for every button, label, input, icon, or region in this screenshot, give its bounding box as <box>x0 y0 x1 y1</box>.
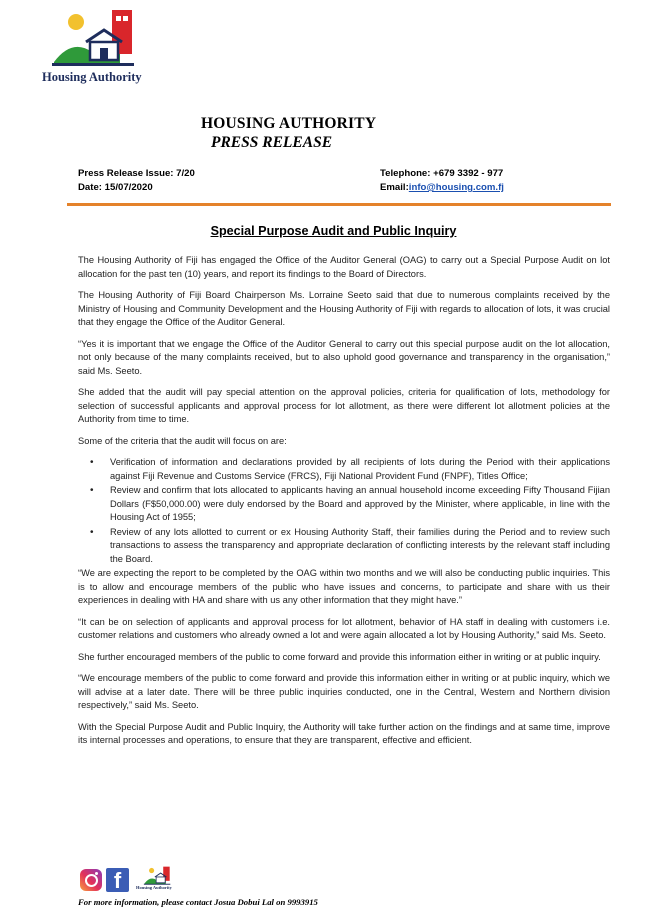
paragraph: “Yes it is important that we engage the Office of the Auditor General to carry out this special purpose audit on the lot allocation, not only because of the many complaints received, but to also uphold good governance and transparency in the organisation,” said Ms. Seeto. <box>78 338 610 376</box>
org-title: HOUSING AUTHORITY <box>201 115 377 132</box>
paragraph: She further encouraged members of the public to come forward and provide this information either in writing or at public inquiry. <box>78 651 601 662</box>
orange-divider <box>67 203 611 206</box>
paragraph: The Housing Authority of Fiji Board Chairperson Ms. Lorraine Seeto said that due to numerous complaints received by the Ministry of Housing and Community Development and the Housing Authority of Fiji with regards to allocation of lots, it was crucial that they engage the Office of the Auditor General. <box>78 290 610 327</box>
housing-authority-logo <box>38 8 178 88</box>
email-label: Email: <box>380 182 409 193</box>
paragraph: “We are expecting the report to be completed by the OAG within two months and we will also be conducting public inquiries. This is to allow and encourage members of the public who have issues and concerns, to participate and share with us their experiences in dealing with HA and share with us any other information that they might have.” <box>78 568 610 605</box>
paragraph: “We encourage members of the public to come forward and provide this information either in writing or at public inquiry, which we will advise at a later date. There will be three public inquiries conducted, one in the Central, Western and Northern division respectively,” said Ms. Seeto. <box>78 673 610 710</box>
release-date: Date: 15/07/2020 <box>78 182 153 193</box>
list-item: • Review and confirm that lots allocated to applicants having an annual household income exceeding Fifty Thousand Fijian Dollars (F$50,000.00) were duly endorsed by the Board and approved by the Minister, where applicable, in line with the Housing Act of 1955; <box>110 484 610 525</box>
email-line <box>380 182 504 193</box>
paragraph: “It can be on selection of applicants and approval process for lot allotment, behavior of HA staff in dealing with customers i.e. customer relations and customers who already owned a lot and were again allocated a lot by Housing Authority,” said Ms. Seeto. <box>78 616 610 640</box>
email-link[interactable]: info@housing.com.fj <box>408 182 504 193</box>
issue-number: Press Release Issue: 7/20 <box>78 168 195 179</box>
logo-text: Housing Authority <box>42 70 142 84</box>
mini-logo-house-icon <box>140 866 180 886</box>
paragraph: She added that the audit will pay special attention on the approval policies, criteria for qualification of lots, methodology for selection of successful applicants and approval process for lot allotment, as there were different lot allotment policies at the Authority from time to time. <box>78 387 610 424</box>
press-release-title: PRESS RELEASE <box>211 134 333 151</box>
social-links <box>80 868 190 894</box>
criteria-list <box>78 456 610 566</box>
article-body <box>78 254 610 756</box>
facebook-icon[interactable]: f <box>106 868 129 892</box>
paragraph: The Housing Authority of Fiji has engaged the Office of the Auditor General (OAG) to carry out a Special Purpose Audit on lot allocation for the past ten (10) years, and report its findings to the Board of Directors. <box>78 255 610 279</box>
telephone: Telephone: +679 3392 - 977 <box>380 168 504 179</box>
headline: Special Purpose Audit and Public Inquiry <box>210 224 457 238</box>
paragraph: With the Special Purpose Audit and Public Inquiry, the Authority will take further action on the findings and at same time, improve its internal processes and operations, to ensure that they are transparent, effective and efficient. <box>78 721 610 745</box>
logo-house-icon <box>52 8 152 70</box>
instagram-icon[interactable] <box>80 869 102 891</box>
paragraph: Some of the criteria that the audit will focus on are: <box>78 435 287 446</box>
contact-info: For more information, please contact Josua Dobui Lal on 9993915 <box>78 897 318 907</box>
mini-logo-text: Housing Authority <box>136 885 172 890</box>
list-item: • Verification of information and declarations provided by all recipients of lots during the Period with their applications against Fiji Revenue and Customs Service (FRCS), Fiji National Provident Fund (FNPF), Titles Office; <box>110 456 610 483</box>
mini-logo <box>134 866 190 894</box>
list-item: • Review of any lots allotted to current or ex Housing Authority Staff, their families during the Period and to review such transactions to assess the transparency and appropriate declaration of conflicting interests by the relevant staff including the Board. <box>110 526 610 567</box>
